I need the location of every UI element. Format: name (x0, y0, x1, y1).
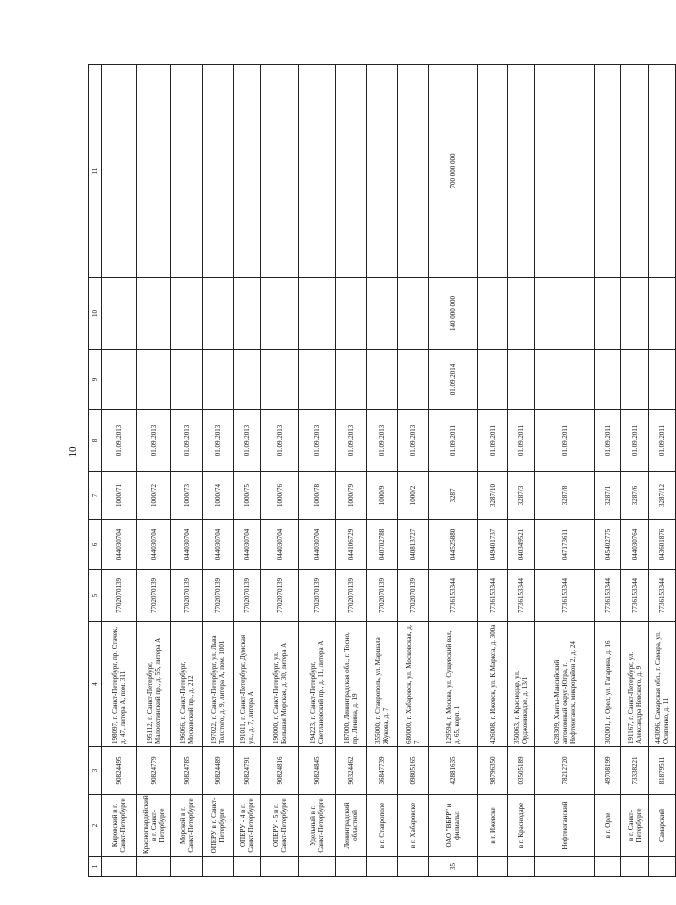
amount-11-cell (234, 65, 261, 278)
branch-name-cell: Красногвардейский в г. Санкт-Петербурге (137, 795, 171, 857)
end-date-cell (621, 350, 649, 410)
license-number-cell: 1000/73 (171, 472, 203, 520)
branch-name-cell: Удельный в г. Санкт-Петербурге (299, 795, 336, 857)
license-date-cell: 01.09.2011 (429, 410, 478, 472)
branch-name-cell: ОАО "ВБРР" и филиалы: (429, 795, 478, 857)
okpo-code-cell: 09805165 (398, 747, 429, 795)
okpo-code-cell: 90824785 (171, 747, 203, 795)
end-date-cell (595, 350, 621, 410)
address-cell: 443096, Самарская обл., г. Самара, ул. Осипенко, д. 11 (649, 622, 676, 747)
table-row (429, 65, 478, 877)
address-cell: 350063, г. Краснодар, ул. Орджоникидзе, д. 13/1 (508, 622, 535, 747)
row-number-cell (398, 857, 429, 877)
table-row (535, 65, 595, 877)
table-row (478, 65, 508, 877)
row-number-cell: 35 (429, 857, 478, 877)
license-number-cell: 1000/72 (137, 472, 171, 520)
branch-name-cell: Самарский (649, 795, 676, 857)
amount-10-cell (234, 278, 261, 350)
amount-10-cell (649, 278, 676, 350)
table-row (203, 65, 234, 877)
row-number-cell (649, 857, 676, 877)
amount-11-cell (261, 65, 299, 278)
header-cell: 4 (89, 622, 102, 747)
table-row (398, 65, 429, 877)
license-date-cell: 01.09.2011 (649, 410, 676, 472)
license-number-cell: 3287/8 (535, 472, 595, 520)
inn-cell: 7736153344 (595, 570, 621, 622)
end-date-cell: 01.09.2014 (429, 350, 478, 410)
amount-10-cell (203, 278, 234, 350)
okpo-code-cell: 81879511 (649, 747, 676, 795)
address-cell: 190000, г. Санкт-Петербург, ул. Большая Морская, д. 30, литера А (261, 622, 299, 747)
end-date-cell (299, 350, 336, 410)
header-cell: 9 (89, 350, 102, 410)
branch-name-cell: в г. Орле (595, 795, 621, 857)
bik-cell: 045402775 (595, 520, 621, 570)
amount-11-cell (203, 65, 234, 278)
license-date-cell: 01.09.2013 (398, 410, 429, 472)
amount-10-cell (478, 278, 508, 350)
end-date-cell (261, 350, 299, 410)
address-cell: 680000, г. Хабаровск, ул. Московская, д. 7 (398, 622, 429, 747)
license-date-cell: 01.09.2013 (336, 410, 367, 472)
bik-cell: 044030704 (234, 520, 261, 570)
amount-10-cell: 140 000 000 (429, 278, 478, 350)
okpo-code-cell: 78212720 (535, 747, 595, 795)
amount-10-cell (367, 278, 398, 350)
row-number-cell (171, 857, 203, 877)
header-row (89, 65, 102, 877)
inn-cell: 7702070139 (336, 570, 367, 622)
bik-cell: 044030764 (621, 520, 649, 570)
okpo-code-cell: 03505189 (508, 747, 535, 795)
license-date-cell: 01.09.2011 (621, 410, 649, 472)
okpo-code-cell: 49708199 (595, 747, 621, 795)
license-number-cell: 1000/2 (398, 472, 429, 520)
license-date-cell: 01.09.2011 (478, 410, 508, 472)
amount-11-cell (508, 65, 535, 278)
header-cell: 8 (89, 410, 102, 472)
row-number-cell (203, 857, 234, 877)
amount-10-cell (398, 278, 429, 350)
branch-name-cell: Ленинградский областной (336, 795, 367, 857)
row-number-cell (299, 857, 336, 877)
okpo-code-cell: 42881635 (429, 747, 478, 795)
row-number-cell (595, 857, 621, 877)
end-date-cell (398, 350, 429, 410)
branch-name-cell: Морской в г. Санкт-Петербурге (171, 795, 203, 857)
branch-name-cell: в г. Санкт-Петербурге (621, 795, 649, 857)
table-row (621, 65, 649, 877)
inn-cell: 7736153344 (429, 570, 478, 622)
branch-name-cell: Кировский в г. Санкт-Петербурге (102, 795, 137, 857)
branch-name-cell: в г. Краснодаре (508, 795, 535, 857)
inn-cell: 7702070139 (171, 570, 203, 622)
bik-cell: 044030704 (102, 520, 137, 570)
branch-name-cell: в г. Хабаровске (398, 795, 429, 857)
row-number-cell (535, 857, 595, 877)
header-cell: 2 (89, 795, 102, 857)
amount-10-cell (508, 278, 535, 350)
inn-cell: 7702070139 (261, 570, 299, 622)
address-cell: 194223, г. Санкт-Петербург, Светлановский пр., д. 11, литера А (299, 622, 336, 747)
address-cell: 191011, г. Санкт-Петербург, Думская ул., д. 7, литера А (234, 622, 261, 747)
row-number-cell (336, 857, 367, 877)
table-row (649, 65, 676, 877)
license-date-cell: 01.09.2013 (261, 410, 299, 472)
end-date-cell (234, 350, 261, 410)
amount-11-cell: 700 000 000 (429, 65, 478, 278)
table-row (234, 65, 261, 877)
amount-11-cell (535, 65, 595, 278)
bik-cell: 044106729 (336, 520, 367, 570)
address-cell: 129594, г. Москва, ул. Сущевский вал, д. 65, корп. 1 (429, 622, 478, 747)
amount-11-cell (336, 65, 367, 278)
okpo-code-cell: 90824495 (102, 747, 137, 795)
license-number-cell: 3287 (429, 472, 478, 520)
amount-10-cell (336, 278, 367, 350)
table-row (137, 65, 171, 877)
license-date-cell: 01.09.2013 (367, 410, 398, 472)
inn-cell: 7702070139 (137, 570, 171, 622)
bik-cell: 044030704 (299, 520, 336, 570)
okpo-code-cell: 90824791 (234, 747, 261, 795)
address-cell: 426008, г. Ижевск, ул. К.Маркса, д. 300а (478, 622, 508, 747)
branch-name-cell: ОПЕРУ - 4 в г. Санкт-Петербурге (234, 795, 261, 857)
row-number-cell (478, 857, 508, 877)
end-date-cell (102, 350, 137, 410)
rotated-table-container (88, 65, 670, 877)
inn-cell: 7736153344 (649, 570, 676, 622)
inn-cell: 7702070139 (102, 570, 137, 622)
license-number-cell: 1000/74 (203, 472, 234, 520)
amount-10-cell (102, 278, 137, 350)
inn-cell: 7702070139 (398, 570, 429, 622)
amount-11-cell (171, 65, 203, 278)
bik-cell: 044030704 (137, 520, 171, 570)
amount-10-cell (261, 278, 299, 350)
license-date-cell: 01.09.2013 (137, 410, 171, 472)
end-date-cell (535, 350, 595, 410)
license-date-cell: 01.09.2013 (203, 410, 234, 472)
bik-cell: 044030704 (203, 520, 234, 570)
inn-cell: 7736153344 (621, 570, 649, 622)
bik-cell: 049401737 (478, 520, 508, 570)
address-cell: 302001, г. Орел, ул. Гагарина, д. 16 (595, 622, 621, 747)
okpo-code-cell: 90824816 (261, 747, 299, 795)
address-cell: 196066, г. Санкт-Петербург, Московский пр., д. 212 (171, 622, 203, 747)
amount-10-cell (299, 278, 336, 350)
header-cell: 11 (89, 65, 102, 278)
row-number-cell (234, 857, 261, 877)
license-number-cell: 3287/3 (508, 472, 535, 520)
license-number-cell: 3287/1 (595, 472, 621, 520)
page-number: 10 (67, 446, 79, 458)
end-date-cell (336, 350, 367, 410)
amount-11-cell (595, 65, 621, 278)
row-number-cell (261, 857, 299, 877)
table-row (102, 65, 137, 877)
amount-10-cell (171, 278, 203, 350)
header-cell: 7 (89, 472, 102, 520)
bik-cell: 040702788 (367, 520, 398, 570)
bik-cell: 040349521 (508, 520, 535, 570)
branch-name-cell: в г. Ставрополе (367, 795, 398, 857)
address-cell: 355000, г. Ставрополь, ул. Маршала Жукова, д. 7 (367, 622, 398, 747)
okpo-code-cell: 90324462 (336, 747, 367, 795)
okpo-code-cell: 73338221 (621, 747, 649, 795)
license-date-cell: 01.09.2013 (171, 410, 203, 472)
table-row (336, 65, 367, 877)
registry-table (88, 64, 676, 877)
license-number-cell: 1000/75 (234, 472, 261, 520)
table-row (508, 65, 535, 877)
inn-cell: 7702070139 (367, 570, 398, 622)
row-number-cell (508, 857, 535, 877)
amount-10-cell (621, 278, 649, 350)
bik-cell: 044030704 (261, 520, 299, 570)
end-date-cell (478, 350, 508, 410)
amount-11-cell (621, 65, 649, 278)
amount-10-cell (535, 278, 595, 350)
bik-cell: 044525880 (429, 520, 478, 570)
table-body (89, 65, 676, 877)
license-number-cell: 1000/78 (299, 472, 336, 520)
branch-name-cell: Нефтеюганский (535, 795, 595, 857)
okpo-code-cell: 98796350 (478, 747, 508, 795)
header-cell: 6 (89, 520, 102, 570)
inn-cell: 7736153344 (508, 570, 535, 622)
amount-11-cell (398, 65, 429, 278)
header-cell: 10 (89, 278, 102, 350)
license-date-cell: 01.09.2011 (595, 410, 621, 472)
end-date-cell (171, 350, 203, 410)
end-date-cell (649, 350, 676, 410)
header-cell: 1 (89, 857, 102, 877)
license-date-cell: 01.09.2011 (535, 410, 595, 472)
address-cell: 191167, г. Санкт-Петербург, ул. Александра Невского, д. 9 (621, 622, 649, 747)
amount-11-cell (137, 65, 171, 278)
okpo-code-cell: 90824489 (203, 747, 234, 795)
license-date-cell: 01.09.2013 (102, 410, 137, 472)
row-number-cell (102, 857, 137, 877)
license-number-cell: 1000/71 (102, 472, 137, 520)
inn-cell: 7736153344 (478, 570, 508, 622)
table-row (171, 65, 203, 877)
bik-cell: 047173611 (535, 520, 595, 570)
license-number-cell: 1000/79 (336, 472, 367, 520)
amount-11-cell (102, 65, 137, 278)
row-number-cell (621, 857, 649, 877)
okpo-code-cell: 90824845 (299, 747, 336, 795)
header-cell: 3 (89, 747, 102, 795)
amount-10-cell (137, 278, 171, 350)
license-number-cell: 3287/12 (649, 472, 676, 520)
address-cell: 195112, г. Санкт-Петербург, Малоохтинский пр., д. 55, литера А (137, 622, 171, 747)
header-cell: 5 (89, 570, 102, 622)
end-date-cell (137, 350, 171, 410)
license-date-cell: 01.09.2013 (234, 410, 261, 472)
license-number-cell: 1000/9 (367, 472, 398, 520)
branch-name-cell: ОПЕРУ в г. Санкт-Петербурге (203, 795, 234, 857)
end-date-cell (203, 350, 234, 410)
inn-cell: 7702070139 (234, 570, 261, 622)
bik-cell: 040813727 (398, 520, 429, 570)
inn-cell: 7702070139 (203, 570, 234, 622)
bik-cell: 043601876 (649, 520, 676, 570)
address-cell: 198097, г. Санкт-Петербург, пр. Стачек, д. 47, литера А, пом. 311 (102, 622, 137, 747)
license-number-cell: 1000/76 (261, 472, 299, 520)
end-date-cell (367, 350, 398, 410)
okpo-code-cell: 90824779 (137, 747, 171, 795)
table-row (367, 65, 398, 877)
license-date-cell: 01.09.2011 (508, 410, 535, 472)
amount-11-cell (649, 65, 676, 278)
address-cell: 187000, Ленинградская обл., г. Тосно, пр. Ленина, д. 19 (336, 622, 367, 747)
bik-cell: 044030704 (171, 520, 203, 570)
amount-11-cell (299, 65, 336, 278)
amount-10-cell (595, 278, 621, 350)
address-cell: 197022, г. Санкт-Петербург, ул. Льва Толстого, д. 9, литера А, пом. 1001 (203, 622, 234, 747)
license-number-cell: 3287/10 (478, 472, 508, 520)
inn-cell: 7702070139 (299, 570, 336, 622)
license-date-cell: 01.09.2013 (299, 410, 336, 472)
row-number-cell (137, 857, 171, 877)
end-date-cell (508, 350, 535, 410)
okpo-code-cell: 36847739 (367, 747, 398, 795)
row-number-cell (367, 857, 398, 877)
table-row (261, 65, 299, 877)
inn-cell: 7736153344 (535, 570, 595, 622)
table-row (595, 65, 621, 877)
amount-11-cell (367, 65, 398, 278)
amount-11-cell (478, 65, 508, 278)
license-number-cell: 3287/6 (621, 472, 649, 520)
branch-name-cell: ОПЕРУ - 5 в г. Санкт-Петербурге (261, 795, 299, 857)
branch-name-cell: в г. Ижевске (478, 795, 508, 857)
address-cell: 628309, Ханты-Мансийский автономный округ-Югра, г. Нефтеюганск, микрорайон 2, д. 24 (535, 622, 595, 747)
table-row (299, 65, 336, 877)
